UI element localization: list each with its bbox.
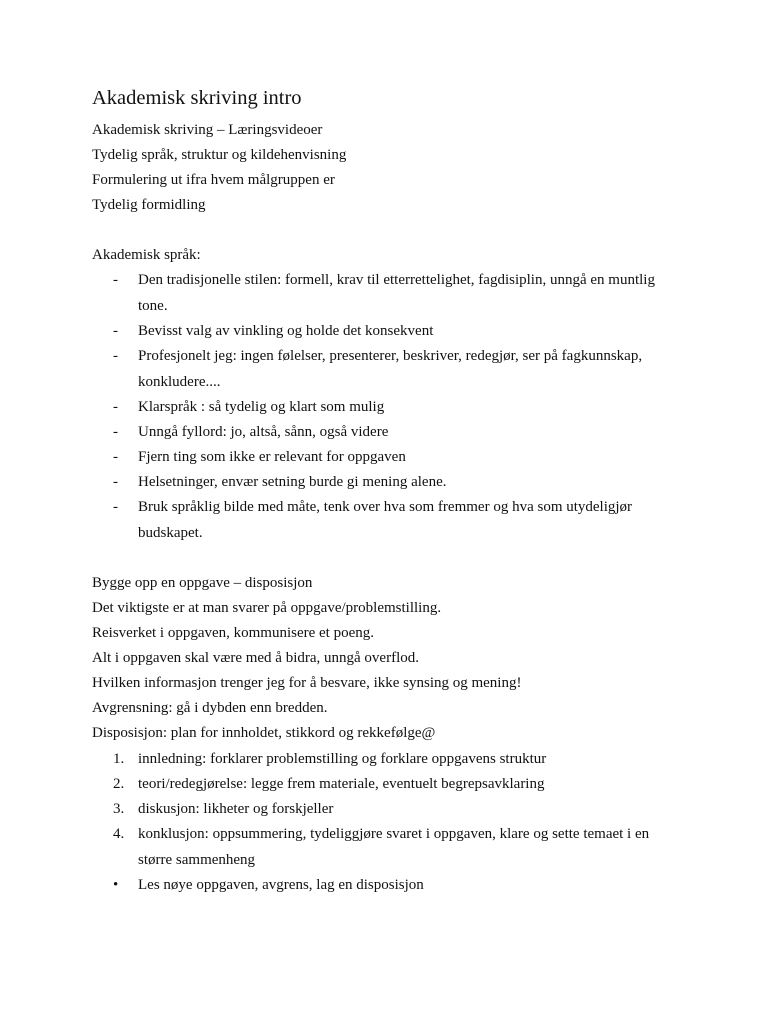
- dash-marker: -: [113, 399, 118, 415]
- list-item-continuation: tone.: [138, 298, 168, 314]
- paragraph-line: Reisverket i oppgaven, kommunisere et poeng.: [92, 625, 375, 641]
- intro-line: Formulering ut ifra hvem målgruppen er: [92, 172, 335, 188]
- list-item: Den tradisjonelle stilen: formell, krav til etterrettelighet, fagdisiplin, unngå en muntlig: [138, 272, 655, 288]
- list-item: Bruk språklig bilde med måte, tenk over hva som fremmer og hva som utydeligjør: [138, 499, 633, 515]
- paragraph-line: Avgrensning: gå i dybden enn bredden.: [92, 700, 328, 716]
- dash-marker: -: [113, 272, 118, 288]
- number-marker: 2.: [113, 776, 125, 792]
- number-marker: 4.: [113, 826, 125, 842]
- dash-marker: -: [113, 449, 118, 465]
- number-marker: 1.: [113, 751, 125, 767]
- numbered-item: innledning: forklarer problemstilling og forklare oppgavens struktur: [138, 751, 547, 767]
- list-item: Unngå fyllord: jo, altså, sånn, også videre: [138, 424, 389, 440]
- paragraph-line: Disposisjon: plan for innholdet, stikkord og rekkefølge@: [92, 725, 436, 741]
- bullet-marker: •: [113, 877, 119, 893]
- list-item: Bevisst valg av vinkling og holde det konsekvent: [138, 323, 434, 339]
- dash-marker: -: [113, 348, 118, 364]
- numbered-item-continuation: større sammenheng: [138, 852, 256, 868]
- numbered-item: konklusjon: oppsummering, tydeliggjøre svaret i oppgaven, klare og sette temaet i en: [138, 826, 650, 842]
- document-title: Akademisk skriving intro: [92, 87, 302, 109]
- intro-line: Akademisk skriving – Læringsvideoer: [92, 122, 323, 138]
- paragraph-line: Hvilken informasjon trenger jeg for å besvare, ikke synsing og mening!: [92, 675, 522, 691]
- section-heading: Akademisk språk:: [92, 247, 201, 263]
- intro-line: Tydelig språk, struktur og kildehenvisning: [92, 147, 347, 163]
- dash-marker: -: [113, 499, 118, 515]
- dash-marker: -: [113, 323, 118, 339]
- bullet-item: Les nøye oppgaven, avgrens, lag en disposisjon: [138, 877, 424, 893]
- list-item: Helsetninger, envær setning burde gi mening alene.: [138, 474, 447, 490]
- number-marker: 3.: [113, 801, 125, 817]
- list-item: Klarspråk : så tydelig og klart som mulig: [138, 399, 385, 415]
- intro-line: Tydelig formidling: [92, 197, 206, 213]
- section-heading: Bygge opp en oppgave – disposisjon: [92, 575, 313, 591]
- paragraph-line: Alt i oppgaven skal være med å bidra, unngå overflod.: [92, 650, 419, 666]
- numbered-item: teori/redegjørelse: legge frem materiale, eventuelt begrepsavklaring: [138, 776, 545, 792]
- list-item-continuation: konkludere....: [138, 374, 221, 390]
- list-item: Fjern ting som ikke er relevant for oppgaven: [138, 449, 406, 465]
- numbered-item: diskusjon: likheter og forskjeller: [138, 801, 334, 817]
- dash-marker: -: [113, 424, 118, 440]
- list-item: Profesjonelt jeg: ingen følelser, presenterer, beskriver, redegjør, ser på fagkunnskap,: [138, 348, 643, 364]
- dash-marker: -: [113, 474, 118, 490]
- paragraph-line: Det viktigste er at man svarer på oppgave/problemstilling.: [92, 600, 442, 616]
- list-item-continuation: budskapet.: [138, 525, 203, 541]
